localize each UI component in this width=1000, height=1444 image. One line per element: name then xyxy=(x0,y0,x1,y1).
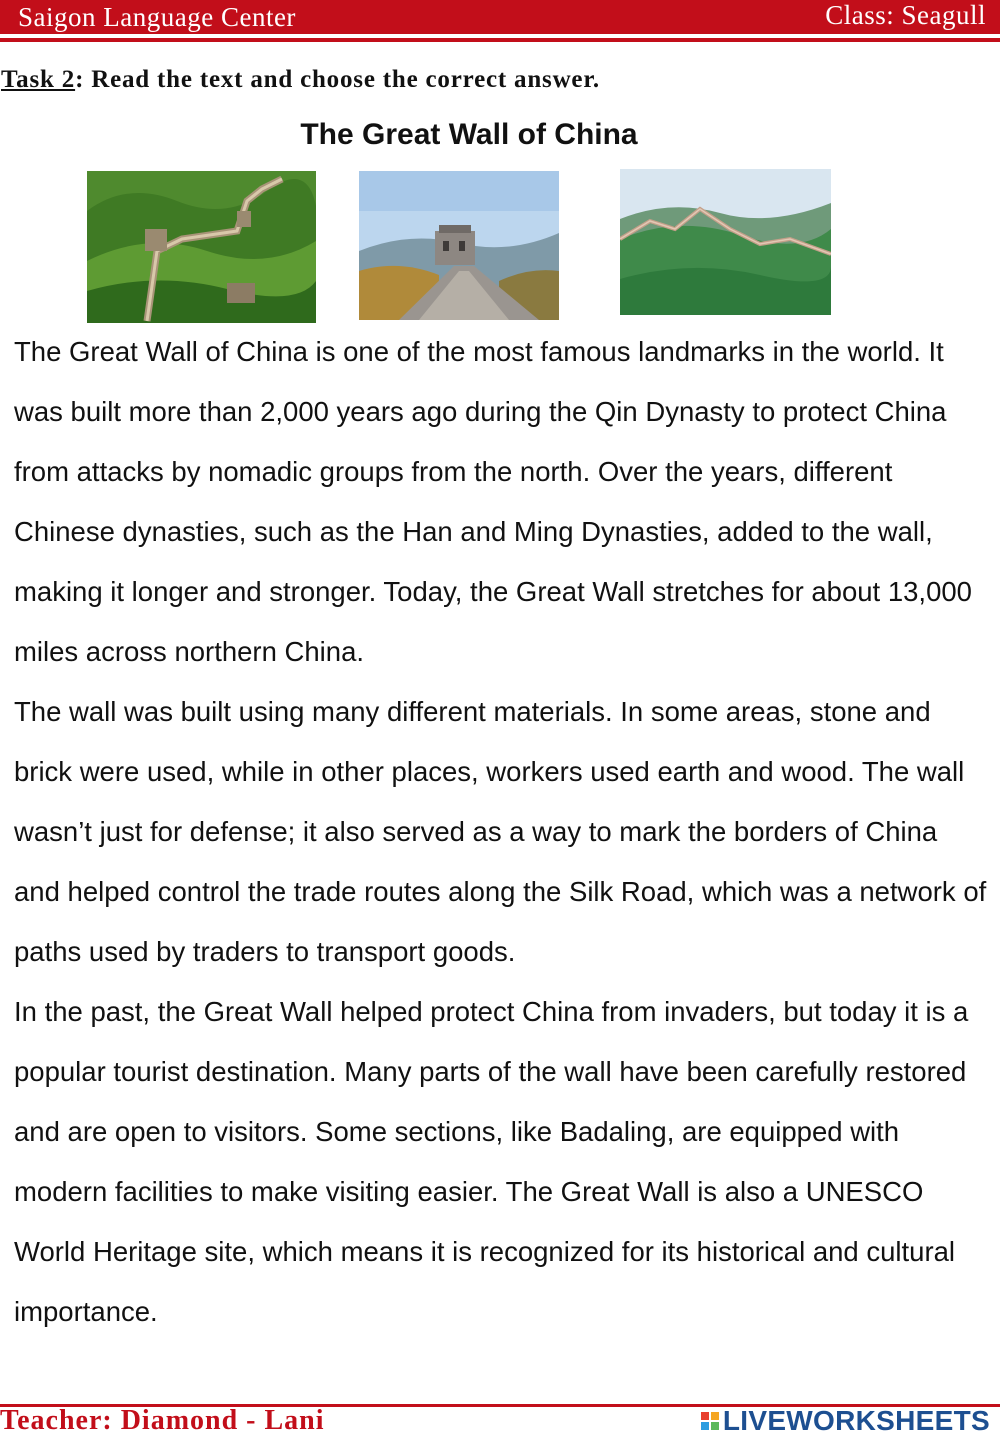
great-wall-photo-2 xyxy=(359,171,559,320)
liveworksheets-logo xyxy=(701,1405,990,1437)
task-label: Task 2 xyxy=(1,66,76,93)
school-name: Saigon Language Center xyxy=(18,2,296,32)
great-wall-photo-3 xyxy=(620,169,831,315)
header-bar xyxy=(0,0,1000,34)
passage-paragraph-2: The wall was built using many different materials. In some areas, stone and brick were used, while in other places, workers used earth and wood. The wall wasn’t just for defense; it also served as a way to mark the borders of China and helped control the trade routes along the Silk Road, which was a network of paths used by traders to transport goods. xyxy=(14,696,987,967)
brand-wordmark: LIVEWORKSHEETS xyxy=(722,1405,990,1436)
teacher-name: Teacher: Diamond - Lani xyxy=(0,1405,325,1436)
great-wall-photo-1 xyxy=(87,171,316,323)
page-title: The Great Wall of China xyxy=(300,118,638,151)
logo-blocks-icon xyxy=(701,1412,719,1430)
task-instruction xyxy=(1,66,600,94)
passage-paragraph-1: The Great Wall of China is one of the most famous landmarks in the world. It was built more than 2,000 years ago during the Qin Dynasty to protect China from attacks by nomadic groups from the north. Over the years, different Chinese dynasties, such as the Han and Ming Dynasties, added to the wall, making it longer and stronger. Today, the Great Wall stretches for about 13,000 miles across northern China. xyxy=(14,336,972,667)
reading-passage xyxy=(14,322,989,1342)
header-divider xyxy=(0,38,1000,42)
passage-paragraph-3: In the past, the Great Wall helped protect China from invaders, but today it is a popular tourist destination. Many parts of the wall have been carefully restored and are open to visitors. Some sections, like Badaling, are equipped with modern facilities to make visiting easier. The Great Wall is also a UNESCO World Heritage site, which means it is recognized for its historical and cultural importance. xyxy=(14,996,969,1327)
class-label: Class: Seagull xyxy=(825,0,986,30)
task-text: : Read the text and choose the correct answer. xyxy=(75,66,600,93)
